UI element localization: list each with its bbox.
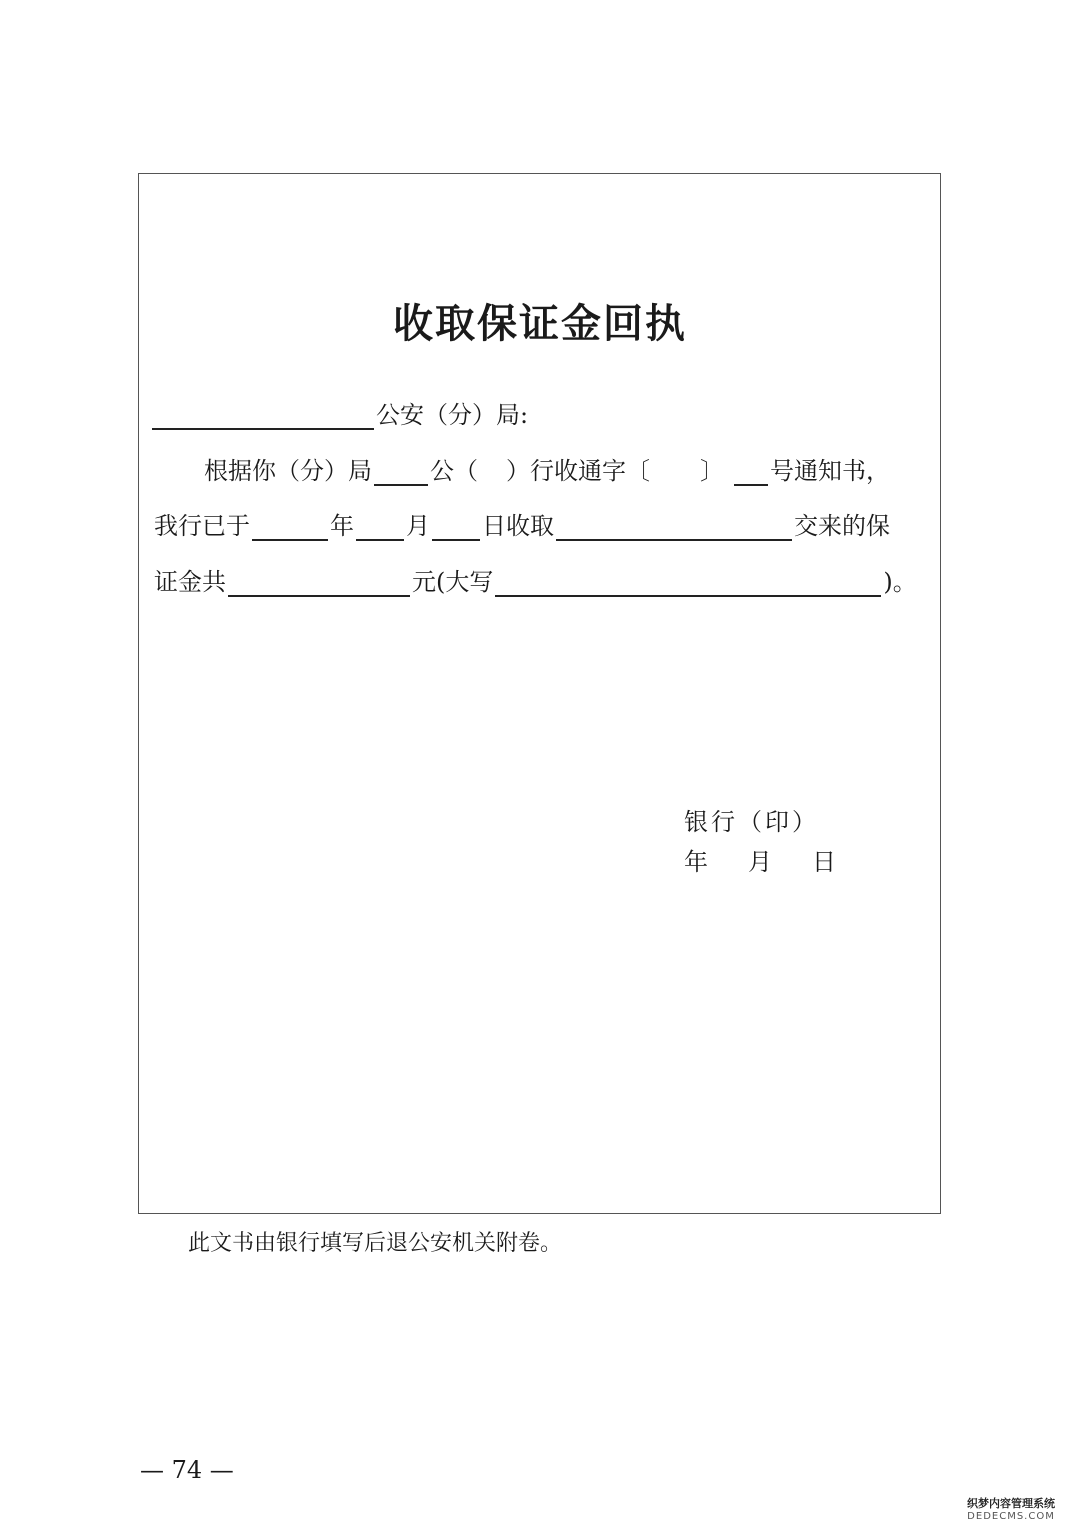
month-blank[interactable] xyxy=(356,513,404,541)
amount-in-words-blank[interactable] xyxy=(495,569,881,597)
body-line-3 xyxy=(154,562,917,597)
body-line-1 xyxy=(204,451,890,486)
body-text: 元( xyxy=(412,568,446,596)
watermark-line-2: DEDECMS.COM xyxy=(967,1511,1055,1522)
page-number: — 74 — xyxy=(140,1456,234,1484)
document-title: 收取保证金回执 xyxy=(393,300,687,347)
body-text: 号通知书， xyxy=(770,457,890,485)
addressee-blank[interactable] xyxy=(152,402,374,430)
amount-blank[interactable] xyxy=(228,569,410,597)
addressee-suffix: 公安（分）局: xyxy=(376,401,529,429)
body-text: 〕 xyxy=(700,457,724,485)
body-text: ）行收通字〔 xyxy=(506,457,650,485)
body-text: 我行已于 xyxy=(154,512,250,540)
bureau-blank[interactable] xyxy=(374,458,428,486)
body-text: 公（ xyxy=(430,457,478,485)
body-line-2 xyxy=(154,506,890,541)
bank-seal: 银行（印） xyxy=(684,808,819,836)
day-blank[interactable] xyxy=(432,513,480,541)
addressee-line xyxy=(150,395,528,430)
body-text: 证金共 xyxy=(154,568,226,596)
body-text: 年 xyxy=(330,512,354,540)
watermark-logo xyxy=(952,1495,1070,1522)
signature-date: 年 月 日 xyxy=(684,848,844,876)
notice-number-blank[interactable] xyxy=(734,458,768,486)
body-text: 日收取 xyxy=(482,512,554,540)
body-text: )。 xyxy=(883,568,917,596)
watermark-line-1: 织梦内容管理系统 xyxy=(967,1497,1055,1510)
body-text: 交来的保 xyxy=(794,512,890,540)
year-blank[interactable] xyxy=(252,513,328,541)
payer-blank[interactable] xyxy=(556,513,792,541)
body-text: 月 xyxy=(406,512,430,540)
body-text: 大写 xyxy=(445,568,494,596)
body-text: 根据你（分）局 xyxy=(204,457,372,485)
footnote: 此文书由银行填写后退公安机关附卷。 xyxy=(188,1231,563,1256)
